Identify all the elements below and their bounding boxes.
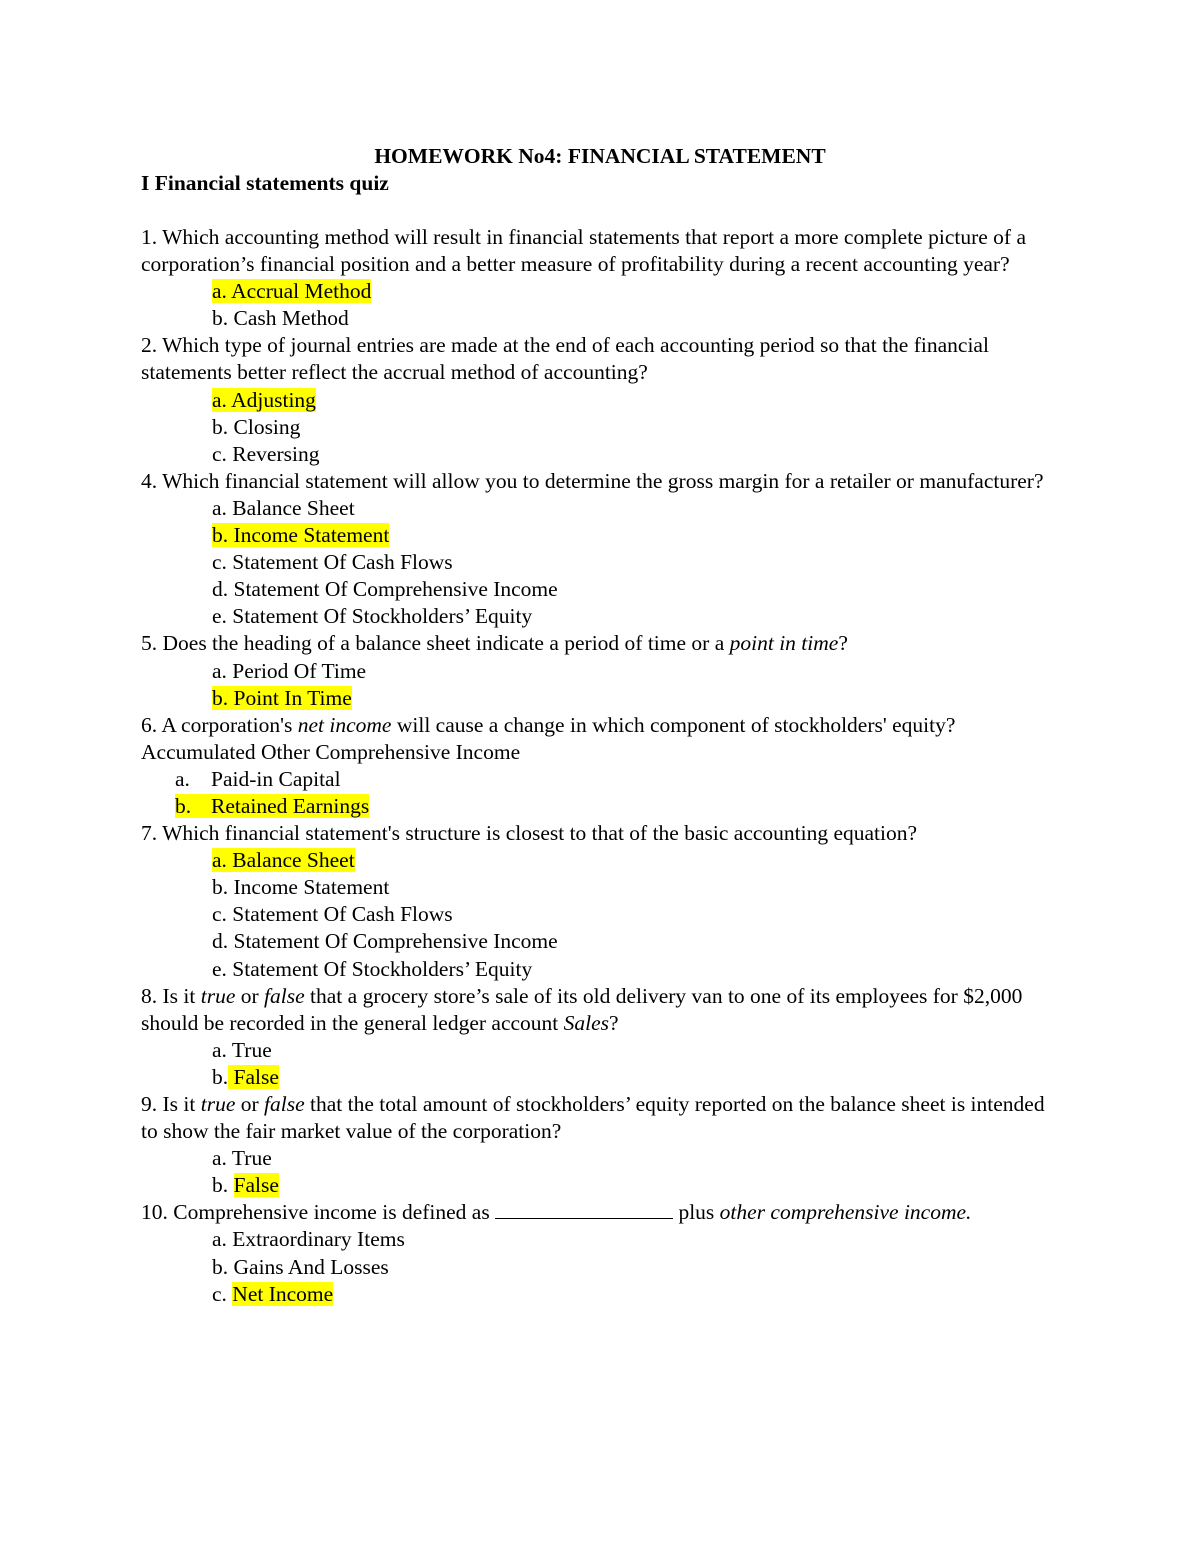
question-10-option-b: b. Gains And Losses [212, 1254, 389, 1279]
question-1-option-b: b. Cash Method [212, 306, 349, 331]
question-9-emphasis-false: false [264, 1092, 305, 1116]
question-8-emphasis-true: true [200, 983, 236, 1008]
question-6 [141, 712, 1061, 739]
question-2: 2. Which type of journal entries are made at the end of each accounting period so that the financial statements better reflect the accrual method of accounting? [141, 333, 989, 385]
answer-highlight: Net Income [232, 1281, 334, 1306]
question-10-option-c [212, 1281, 1061, 1308]
option-text: Retained Earnings [211, 793, 370, 818]
question-6-end: will cause a change in which component of stockholders' equity? [391, 712, 956, 737]
question-5-end: ? [838, 631, 848, 656]
question-2-option-c: c. Reversing [212, 441, 320, 466]
question-7-option-b: b. Income Statement [212, 875, 390, 900]
question-9-or: or [235, 1092, 265, 1116]
question-6-option-a [175, 766, 1061, 793]
question-4-option-d: d. Statement Of Comprehensive Income [212, 577, 558, 602]
question-7: 7. Which financial statement's structure is closest to that of the basic accounting equation? [141, 821, 918, 846]
question-8-or: or [235, 983, 265, 1008]
question-8-end: ? [609, 1010, 619, 1035]
question-9-emphasis-true: true [200, 1092, 236, 1116]
question-6-text: 6. A corporation's [141, 712, 298, 737]
answer-highlight: False [233, 1173, 279, 1198]
answer-highlight: b. Point In Time [212, 685, 352, 710]
question-9-body: that the total amount of stockholders’ equity reported on the balance sheet is intended to show the fair market value of the corporation? [141, 1092, 1045, 1144]
question-9 [141, 1091, 1061, 1145]
question-5-text: 5. Does the heading of a balance sheet indicate a period of time or a [141, 631, 730, 656]
answer-highlight: a. Accrual Method [212, 279, 372, 304]
question-4-option-e: e. Statement Of Stockholders’ Equity [212, 604, 533, 629]
question-4-option-b [212, 522, 1061, 549]
question-8-option-a: a. True [212, 1037, 272, 1062]
question-10-plus: plus [673, 1200, 720, 1225]
quiz-body [141, 224, 1061, 1308]
section-heading: I Financial statements quiz [141, 171, 389, 195]
answer-highlight [175, 794, 369, 818]
question-6-emphasis: net income [297, 712, 392, 737]
question-8-emphasis-sales: Sales [563, 1010, 610, 1035]
question-4: 4. Which financial statement will allow you to determine the gross margin for a retailer or manufacturer? [141, 468, 1044, 493]
question-5-option-a: a. Period Of Time [212, 658, 367, 683]
answer-highlight: b. Income Statement [212, 523, 390, 548]
question-5-emphasis: point in time [729, 631, 839, 656]
question-6-option-b [175, 793, 1061, 820]
question-10-option-a: a. Extraordinary Items [212, 1227, 405, 1252]
question-9-text: 9. Is it [141, 1092, 201, 1116]
question-10 [141, 1199, 1061, 1226]
question-10-emphasis: other comprehensive income. [719, 1200, 972, 1225]
option-letter: b. [212, 1064, 229, 1089]
option-text: Paid-in Capital [211, 766, 341, 791]
question-2-option-a [212, 387, 1061, 414]
question-8-body: that a grocery store’s sale of its old delivery van to one of its employees for $2,000 should be recorded in the general ledger account [141, 983, 1023, 1035]
question-4-option-a: a. Balance Sheet [212, 495, 355, 520]
question-8-emphasis-false: false [264, 983, 305, 1008]
question-1: 1. Which accounting method will result in financial statements that report a more complete picture of a corporation’s financial position and a better measure of profitability during a recent accounting year? [141, 225, 1026, 277]
question-9-option-a: a. True [212, 1146, 272, 1171]
question-7-option-a [212, 847, 1061, 874]
fill-in-blank [495, 1200, 673, 1219]
option-letter: b. [212, 1173, 234, 1198]
question-9-option-b [212, 1172, 1061, 1199]
option-letter: a. [175, 766, 190, 791]
question-7-option-c: c. Statement Of Cash Flows [212, 902, 453, 927]
question-1-option-a [212, 278, 1061, 305]
answer-highlight: a. Balance Sheet [212, 848, 355, 873]
question-2-option-b: b. Closing [212, 414, 301, 439]
question-7-option-d: d. Statement Of Comprehensive Income [212, 929, 558, 954]
question-10-text: 10. Comprehensive income is defined as [141, 1200, 496, 1225]
question-6-line-2: Accumulated Other Comprehensive Income [141, 739, 521, 764]
answer-highlight: a. Adjusting [212, 387, 316, 412]
option-letter: b. [175, 793, 192, 818]
question-8-text: 8. Is it [141, 983, 201, 1008]
question-8-option-b [212, 1064, 1061, 1091]
page-title: HOMEWORK No4: FINANCIAL STATEMENT [374, 144, 826, 168]
answer-highlight: False [228, 1064, 279, 1089]
question-7-option-e: e. Statement Of Stockholders’ Equity [212, 956, 533, 981]
question-4-option-c: c. Statement Of Cash Flows [212, 550, 453, 575]
option-letter: c. [212, 1281, 233, 1306]
question-5-option-b [212, 685, 1061, 712]
question-8 [141, 983, 1061, 1037]
question-5 [141, 630, 1061, 657]
